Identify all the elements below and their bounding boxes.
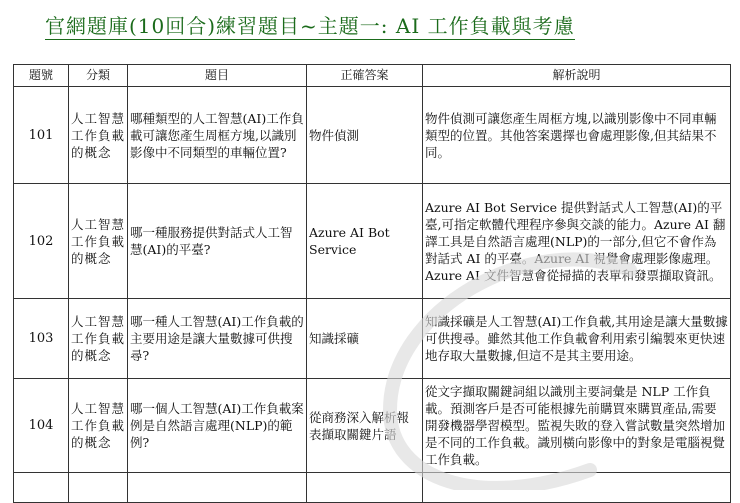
correct-answer: 物件偵測: [307, 87, 423, 184]
table-row: [14, 87, 731, 184]
question-text: 哪一個人工智慧(AI)工作負載案例是自然語言處理(NLP)的範例?: [128, 379, 307, 473]
correct-answer: Azure AI Bot Service: [307, 184, 423, 299]
table-row-partial: [14, 473, 731, 503]
question-text: 哪一種服務提供對話式人工智慧(AI)的平臺?: [128, 184, 307, 299]
explanation: 物件偵測可讓您產生周框方塊,以識別影像中不同車輛類型的位置。其他答案選擇也會處理影像,但其結果不同。: [423, 87, 731, 184]
question-text: 哪一種人工智慧(AI)工作負載的主要用途是讓大量數據可供搜尋?: [128, 299, 307, 379]
header-answer: 正確答案: [307, 65, 423, 87]
header-explanation: 解析說明: [423, 65, 731, 87]
explanation: 從文字擷取關鍵詞組以識別主要詞彙是 NLP 工作負載。預測客戶是否可能根據先前購買來購買產品,需要開發機器學習模型。監視失敗的登入嘗試數量突然增加是不同的工作負載。識別橫向影像中的對象是電腦視覺工作負載。: [423, 379, 731, 473]
header-question: 題目: [128, 65, 307, 87]
table-row: [14, 184, 731, 299]
question-id: 103: [14, 299, 69, 379]
correct-answer: 知識採礦: [307, 299, 423, 379]
explanation: Azure AI Bot Service 提供對話式人工智慧(AI)的平臺,可指定軟體代理程序參與交談的能力。Azure AI 翻譯工具是自然語言處理(NLP)的一部分,但它不會作為對話式 AI 的平臺。Azure AI 視覺會處理影像處理。Azure AI 文件智慧會從掃描的表單和發票擷取資訊。: [423, 184, 731, 299]
question-category: 人工智慧工作負載的概念: [69, 184, 128, 299]
table-header-row: [14, 65, 731, 87]
question-text: 哪種類型的人工智慧(AI)工作負載可讓您產生周框方塊,以識別影像中不同類型的車輛位置?: [128, 87, 307, 184]
table-row: [14, 299, 731, 379]
question-category: 人工智慧工作負載的概念: [69, 379, 128, 473]
table-row: [14, 379, 731, 473]
document-title: 官網題庫(10回合)練習題目~主題一: AI 工作負載與考慮: [45, 14, 575, 38]
question-table: [13, 64, 731, 503]
question-id: 101: [14, 87, 69, 184]
header-id: 題號: [14, 65, 69, 87]
correct-answer: 從商務深入解析報表擷取關鍵片語: [307, 379, 423, 473]
question-category: 人工智慧工作負載的概念: [69, 299, 128, 379]
question-id: 104: [14, 379, 69, 473]
question-id: 102: [14, 184, 69, 299]
explanation: 知識採礦是人工智慧(AI)工作負載,其用途是讓大量數據可供搜尋。雖然其他工作負載會利用索引編製來更快速地存取大量數據,但這不是其主要用途。: [423, 299, 731, 379]
header-category: 分類: [69, 65, 128, 87]
question-category: 人工智慧工作負載的概念: [69, 87, 128, 184]
